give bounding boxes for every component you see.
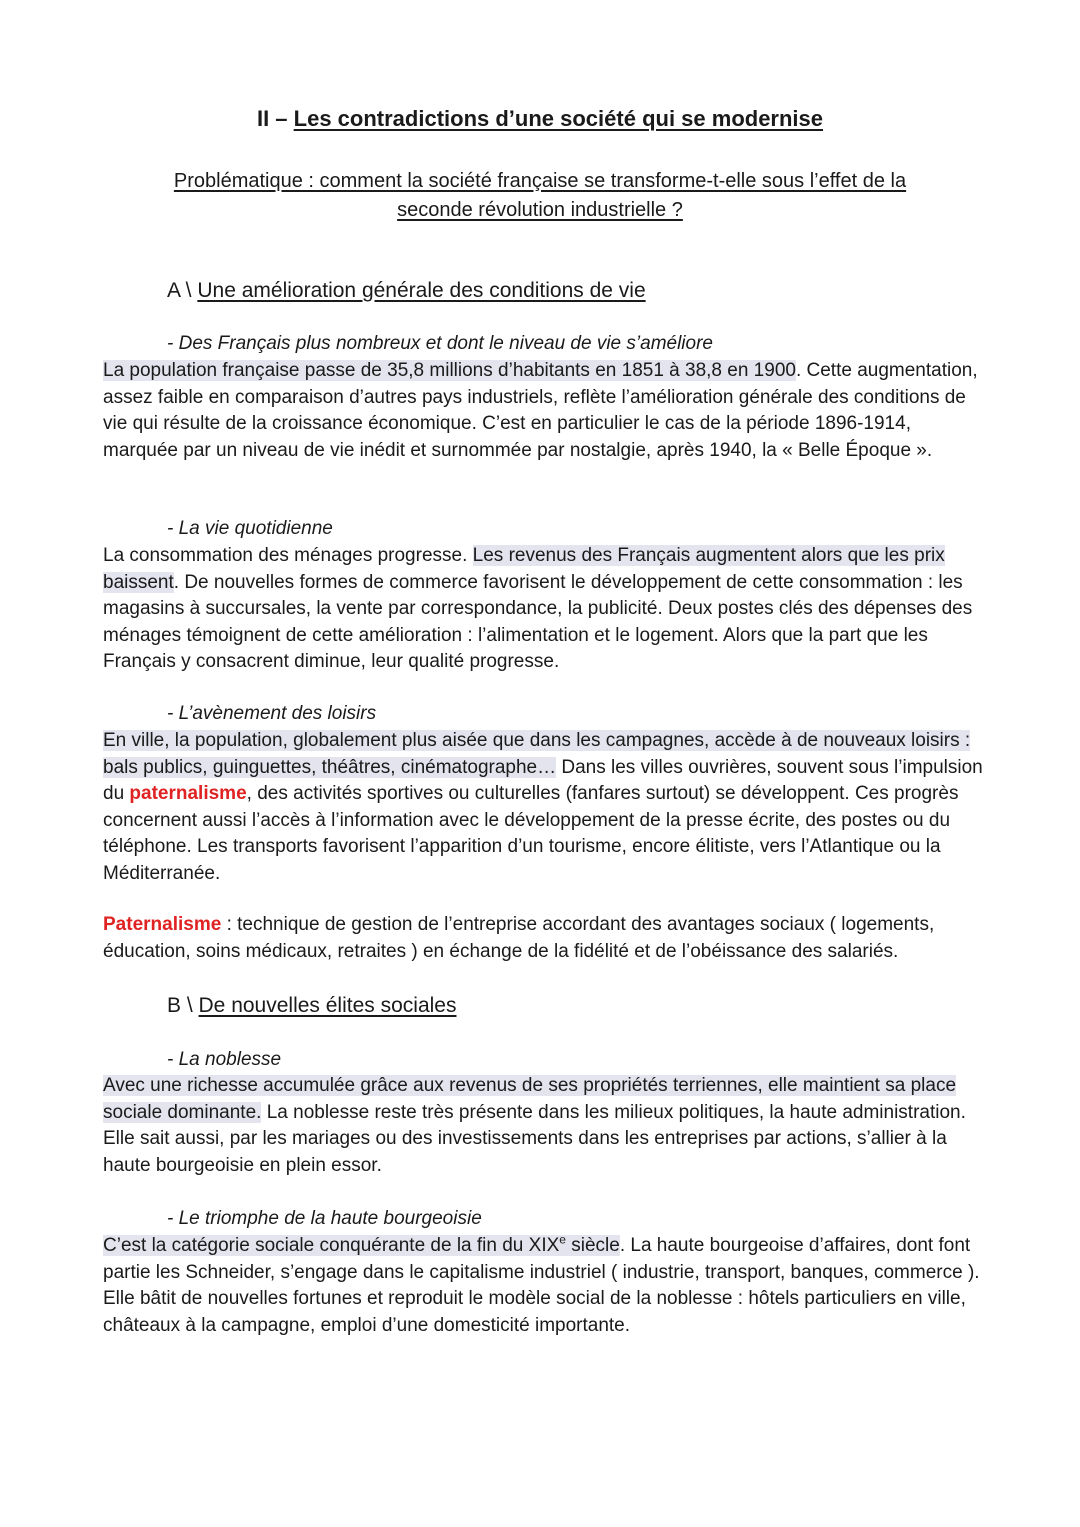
section-b-sub1-paragraph [103, 1073, 983, 1179]
definition-text: : technique de gestion de l’entreprise accordant des avantages sociaux ( logements, éducation, soins médicaux, retraites ) en échange de la fidélité et de l’obéissance des salariés. [103, 914, 935, 962]
text: Dans les villes ouvrières, souvent sous l’impulsion du [103, 756, 983, 804]
superscript: e [559, 1232, 566, 1247]
text: La consommation des ménages progresse. [103, 545, 473, 566]
highlight-text: siècle [565, 1235, 620, 1256]
section-b-title: De nouvelles élites sociales [198, 994, 457, 1017]
section-a-sub3-paragraph [103, 728, 983, 887]
text: . De nouvelles formes de commerce favorisent le développement de cette consommation : les magasins à succursales, la vente par correspondance, la publicité. Deux postes clés des dépenses des ménages témoignent de cette amélioration : l’alimentation et le logement. Alors que la part que les Français y consacrent diminue, leur qualité progresse. [103, 571, 973, 672]
highlight: En ville, la population, globalement plus aisée que dans les campagnes, accède à de nouveaux loisirs : bals publics, guinguettes, théâtres, cinématographe… [103, 730, 971, 778]
problematique-line-1: Problématique : comment la société française se transforme-t-elle sous l’effet de la [173, 170, 907, 192]
highlight: La population française passe de 35,8 millions d’habitants en 1851 à 38,8 en 1900 [103, 360, 796, 381]
section-b-sub2-paragraph [103, 1233, 983, 1339]
section-a-sub2-heading: - La vie quotidienne [167, 518, 333, 539]
highlight-text: C’est la catégorie sociale conquérante de la fin du XIX [103, 1235, 560, 1256]
section-a-sub2-paragraph [103, 543, 983, 676]
title-prefix: II – [256, 106, 294, 131]
section-a-title: Une amélioration générale des conditions de vie [197, 279, 646, 302]
text: La noblesse reste très présente dans les milieux politiques, la haute administration. Elle sait aussi, par les mariages ou des investissements dans les entreprises par actions, s’allier à la haute bourgeoisie en plein essor. [103, 1101, 966, 1176]
section-a-sub1-heading: - Des Français plus nombreux et dont le niveau de vie s’améliore [167, 333, 713, 354]
section-a-sub1-paragraph [103, 358, 983, 464]
text: . Cette augmentation, assez faible en comparaison d’autres pays industriels, reflète l’amélioration générale des conditions de vie qui résulte de la croissance économique. C’est en particulier le cas de la période 1896-1914, marquée par un niveau de vie inédit et surnommée par nostalgie, après 1940, la « Belle Époque ». [103, 360, 978, 461]
title-text: Les contradictions d’une société qui se modernise [293, 106, 824, 131]
highlight: Avec une richesse accumulée grâce aux revenus de ses propriétés terriennes, elle maintient sa place sociale dominante. [103, 1075, 957, 1123]
page-title [0, 104, 1080, 134]
section-b-prefix: B \ [167, 994, 199, 1017]
highlight: Les revenus des Français augmentent alors que les prix baissent [103, 545, 945, 593]
section-b-sub2-heading: - Le triomphe de la haute bourgeoisie [167, 1208, 482, 1229]
section-a-heading [167, 277, 646, 305]
section-a-sub3-heading: - L’avènement des loisirs [167, 703, 377, 724]
section-a-prefix: A \ [167, 279, 198, 302]
definition-paternalisme [103, 912, 983, 965]
highlight [103, 1232, 620, 1256]
text: . La haute bourgeoise d’affaires, dont font partie les Schneider, s’engage dans le capitalisme industriel ( industrie, transport, banques, commerce ). Elle bâtit de nouvelles fortunes et reproduit le modèle social de la noblesse : hôtels particuliers en ville, châteaux à la campagne, emploi d’une domesticité importante. [103, 1235, 980, 1336]
problematique [140, 167, 940, 225]
problematique-line-2: seconde révolution industrielle ? [397, 199, 683, 221]
section-b-sub1-heading: - La noblesse [167, 1049, 282, 1070]
section-b-heading [167, 992, 456, 1020]
keyword-paternalisme: paternalisme [129, 783, 247, 804]
definition-term: Paternalisme [103, 914, 222, 935]
text: , des activités sportives ou culturelles (fanfares surtout) se développent. Ces progrès concernent aussi l’accès à l’information avec le développement de la presse écrite, des postes ou du téléphone. Les transports favorisent l’apparition d’un tourisme, encore élitiste, vers l’Atlantique ou la Méditerranée. [103, 783, 959, 884]
